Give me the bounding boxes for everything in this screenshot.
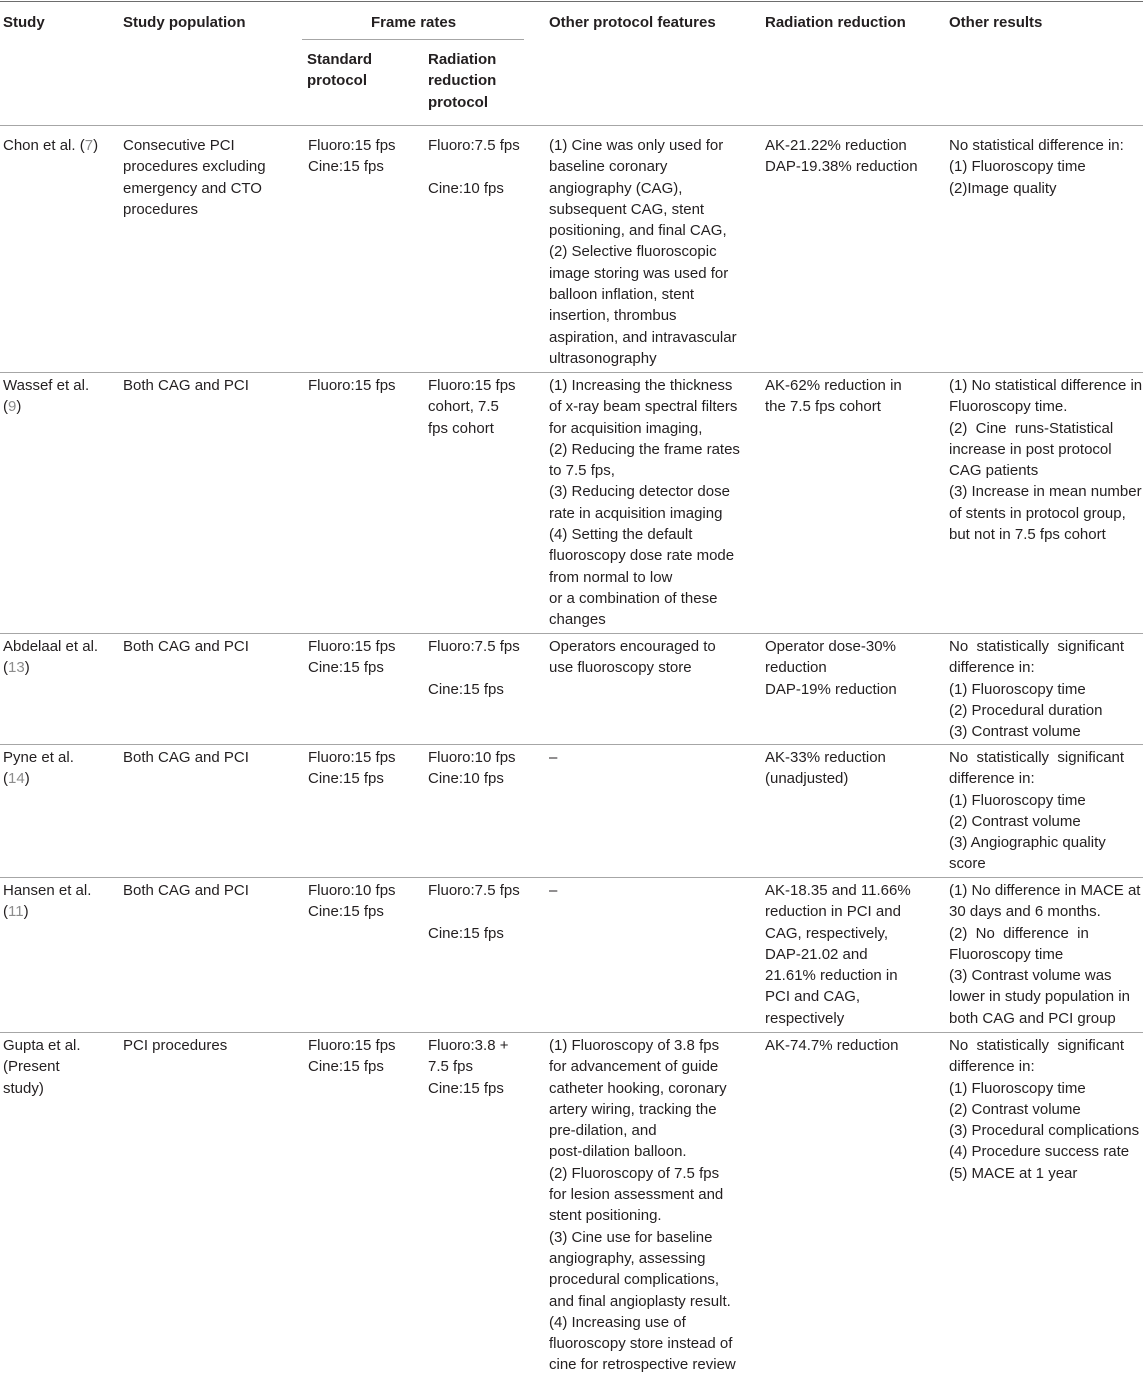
text-line: (3) Reducing detector dose xyxy=(549,483,730,501)
text-line: ultrasonography xyxy=(549,349,657,367)
cell-results xyxy=(949,880,1140,1029)
text-line xyxy=(428,657,520,678)
text-line: Fluoro:15 fps xyxy=(428,377,516,394)
text-line: for lesion assessment and xyxy=(549,1186,724,1204)
text-line: (1) Fluoroscopy time xyxy=(949,158,1086,176)
text-line: Gupta et al. xyxy=(3,1037,81,1054)
row-divider xyxy=(0,877,1143,878)
text-line: catheter hooking, coronary xyxy=(549,1079,727,1097)
reference-link[interactable]: 13 xyxy=(8,659,25,677)
row-divider xyxy=(0,744,1143,745)
text-line: balloon inflation, stent xyxy=(549,286,695,304)
text-line: rate in acquisition imaging xyxy=(549,504,723,522)
cell-reduction xyxy=(428,135,520,199)
cell-population xyxy=(123,375,249,396)
text-line: PCI and CAG, xyxy=(765,988,861,1006)
header-study-population: Study population xyxy=(123,14,246,31)
cell-reduction xyxy=(428,636,520,700)
cell-standard xyxy=(308,636,396,679)
text-line: Cine:15 fps xyxy=(428,924,504,942)
text-line: AK-18.35 and 11.66% xyxy=(765,882,911,899)
text-line: Cine:15 fps xyxy=(308,903,384,921)
row-divider xyxy=(0,1032,1143,1033)
header-line: protocol xyxy=(307,72,367,90)
text-line: (2) Fluoroscopy of 7.5 fps xyxy=(549,1164,720,1182)
text-line: stent positioning. xyxy=(549,1207,662,1225)
cell-study xyxy=(3,135,98,156)
text-line: Fluoro:7.5 fps xyxy=(428,137,520,154)
header-line: Standard xyxy=(307,51,373,68)
cell-radiation xyxy=(765,747,886,790)
text-line: DAP-21.02 and xyxy=(765,945,868,963)
text-line: (1) Fluoroscopy time xyxy=(949,680,1086,698)
text-line: – xyxy=(549,749,558,766)
cell-standard xyxy=(308,1035,396,1078)
text-line: Cine:15 fps xyxy=(308,1058,384,1076)
text-line: (2) Contrast volume xyxy=(949,1100,1081,1118)
cell-standard xyxy=(308,135,396,178)
text-line: of stents in protocol group, xyxy=(949,504,1126,522)
text-line: Both CAG and PCI xyxy=(123,749,249,766)
text-line: increase in post protocol xyxy=(949,440,1112,458)
text-line: Cine:10 fps xyxy=(428,179,504,197)
text-line: emergency and CTO xyxy=(123,179,262,197)
text-line: Cine:15 fps xyxy=(308,659,384,677)
text-line: and final angioplasty result. xyxy=(549,1292,731,1310)
cell-study xyxy=(3,880,91,923)
text-line: cohort, 7.5 xyxy=(428,398,499,416)
text-line: 21.61% reduction in xyxy=(765,967,898,985)
text-line: (2) Procedural duration xyxy=(949,701,1103,719)
text-line: Cine:15 fps xyxy=(428,1079,504,1097)
text-line: angiography, assessing xyxy=(549,1249,706,1267)
text-line: positioning, and final CAG, xyxy=(549,222,727,240)
text-line: (4) Increasing use of xyxy=(549,1313,686,1331)
header-frame-rates: Frame rates xyxy=(371,14,457,31)
text-line: (2) Reducing the frame rates xyxy=(549,440,740,458)
text-line: (4) Procedure success rate xyxy=(949,1143,1130,1161)
cell-results xyxy=(949,636,1124,742)
text-line: but not in 7.5 fps cohort xyxy=(949,526,1106,544)
header-bottom-rule xyxy=(0,125,1143,126)
text-line: No statistically significant xyxy=(949,638,1125,655)
text-line: image storing was used for xyxy=(549,264,729,282)
text-line: Consecutive PCI xyxy=(123,137,235,154)
text-line: (2) Cine runs-Statistical xyxy=(949,419,1114,437)
text-line: difference in: xyxy=(949,659,1035,677)
row-divider xyxy=(0,372,1143,373)
text-line: Fluoro:15 fps xyxy=(308,749,396,766)
text-line: Fluoro:15 fps xyxy=(308,1037,396,1054)
text-line: aspiration, and intravascular xyxy=(549,328,737,346)
text-line: fluoroscopy store instead of xyxy=(549,1335,733,1353)
text-line: Cine:10 fps xyxy=(428,770,504,788)
header-standard-protocol xyxy=(307,49,372,92)
text-line: fps cohort xyxy=(428,419,494,437)
text-line: (2) Contrast volume xyxy=(949,812,1081,830)
text-line: (unadjusted) xyxy=(765,770,849,788)
text-line: PCI procedures xyxy=(123,1037,228,1054)
text-line: Pyne et al. xyxy=(3,749,74,766)
text-line: No statistically significant xyxy=(949,1037,1125,1054)
reference-link[interactable]: 9 xyxy=(8,398,17,416)
text-line: (1) Fluoroscopy of 3.8 fps xyxy=(549,1037,720,1054)
text-line: reduction xyxy=(765,659,827,677)
study-line: (13) xyxy=(3,659,30,677)
cell-results xyxy=(949,375,1143,545)
text-line: Both CAG and PCI xyxy=(123,882,249,899)
text-line xyxy=(428,156,520,177)
cell-reduction xyxy=(428,1035,508,1099)
text-line: (3) Contrast volume was xyxy=(949,967,1112,985)
cell-results xyxy=(949,1035,1139,1184)
text-line: AK-33% reduction xyxy=(765,749,886,766)
text-line: No statistical difference in: xyxy=(949,137,1124,154)
text-line: Operator dose-30% xyxy=(765,638,896,655)
text-line: respectively xyxy=(765,1009,845,1027)
cell-features xyxy=(549,636,716,679)
text-line: DAP-19% reduction xyxy=(765,680,897,698)
text-line: cine for retrospective review xyxy=(549,1356,736,1374)
study-line: (14) xyxy=(3,770,30,788)
text-line: Fluoro:15 fps xyxy=(308,638,396,655)
text-line: (3) Contrast volume xyxy=(949,723,1081,741)
text-line: (Present xyxy=(3,1058,60,1076)
text-line: lower in study population in xyxy=(949,988,1130,1006)
text-line: AK-62% reduction in xyxy=(765,377,902,394)
cell-population xyxy=(123,880,249,901)
study-line: (9) xyxy=(3,398,22,416)
cell-results xyxy=(949,135,1124,199)
text-line: Fluoro:7.5 fps xyxy=(428,638,520,655)
text-line: (3) Procedural complications xyxy=(949,1122,1140,1140)
cell-reduction xyxy=(428,747,516,790)
text-line: for acquisition imaging, xyxy=(549,419,703,437)
cell-features xyxy=(549,135,737,369)
cell-radiation xyxy=(765,636,897,700)
text-line: DAP-19.38% reduction xyxy=(765,158,918,176)
text-line: Cine:15 fps xyxy=(308,158,384,176)
text-line: difference in: xyxy=(949,770,1035,788)
text-line: study) xyxy=(3,1079,44,1097)
cell-standard xyxy=(308,880,396,923)
cell-features xyxy=(549,880,557,901)
text-line: to 7.5 fps, xyxy=(549,462,615,480)
header-other-results: Other results xyxy=(949,14,1043,31)
text-line: AK-21.22% reduction xyxy=(765,137,907,154)
text-line: Abdelaal et al. xyxy=(3,638,99,655)
cell-radiation xyxy=(765,375,902,418)
text-line: (3) Increase in mean number xyxy=(949,483,1142,501)
text-line: fluoroscopy dose rate mode xyxy=(549,547,735,565)
cell-standard xyxy=(308,375,396,396)
text-line: (1) Fluoroscopy time xyxy=(949,1079,1086,1097)
cell-study xyxy=(3,636,98,679)
cell-results xyxy=(949,747,1124,875)
text-line: No statistically significant xyxy=(949,749,1125,766)
text-line: (1) Fluoroscopy time xyxy=(949,791,1086,809)
header-line: Radiation xyxy=(428,51,497,68)
cell-standard xyxy=(308,747,396,790)
text-line: (5) MACE at 1 year xyxy=(949,1164,1078,1182)
cell-features xyxy=(549,375,740,631)
text-line: Both CAG and PCI xyxy=(123,638,249,655)
text-line: Fluoroscopy time. xyxy=(949,398,1068,416)
row-divider xyxy=(0,633,1143,634)
cell-population xyxy=(123,636,249,657)
text-line: subsequent CAG, stent xyxy=(549,200,705,218)
text-line: Fluoro:3.8 + xyxy=(428,1037,509,1054)
text-line: from normal to low xyxy=(549,568,673,586)
frame-rates-underline xyxy=(302,39,524,40)
text-line: Fluoro:7.5 fps xyxy=(428,882,520,899)
text-line: Fluoro:15 fps xyxy=(308,137,396,154)
text-line: Cine:15 fps xyxy=(428,680,504,698)
text-line: (1) Cine was only used for xyxy=(549,137,724,154)
text-line: or a combination of these xyxy=(549,589,718,607)
text-line: procedural complications, xyxy=(549,1271,720,1289)
text-line: (1) No difference in MACE at xyxy=(949,882,1141,899)
text-line: CAG, respectively, xyxy=(765,924,889,942)
text-line: both CAG and PCI group xyxy=(949,1009,1116,1027)
header-radiation-reduction-protocol xyxy=(428,49,496,113)
text-line: difference in: xyxy=(949,1058,1035,1076)
text-line: Fluoroscopy time xyxy=(949,945,1064,963)
text-line: use fluoroscopy store xyxy=(549,659,692,677)
study-line: Chon et al. (7) xyxy=(3,137,99,154)
cell-reduction xyxy=(428,375,516,439)
text-line: AK-74.7% reduction xyxy=(765,1037,899,1054)
text-line: CAG patients xyxy=(949,462,1039,480)
reference-link[interactable]: 11 xyxy=(8,903,24,921)
text-line: post-dilation balloon. xyxy=(549,1143,687,1161)
text-line: reduction in PCI and xyxy=(765,903,901,921)
cell-study xyxy=(3,375,89,418)
text-line: Both CAG and PCI xyxy=(123,377,249,394)
cell-features xyxy=(549,747,557,768)
text-line xyxy=(428,901,520,922)
study-line: (11) xyxy=(3,903,29,921)
text-line: (4) Setting the default xyxy=(549,526,693,544)
text-line: angiography (CAG), xyxy=(549,179,683,197)
text-line: (2) No difference in xyxy=(949,924,1089,942)
text-line: Hansen et al. xyxy=(3,882,92,899)
header-radiation-reduction: Radiation reduction xyxy=(765,14,906,31)
text-line: (1) Increasing the thickness xyxy=(549,377,733,394)
reference-link[interactable]: 14 xyxy=(8,770,25,788)
table-top-rule xyxy=(0,1,1143,2)
text-line: (2)Image quality xyxy=(949,179,1057,197)
text-line: for advancement of guide xyxy=(549,1058,719,1076)
reference-link[interactable]: 7 xyxy=(84,137,94,154)
text-line: Fluoro:10 fps xyxy=(308,882,396,899)
text-line: Cine:15 fps xyxy=(308,770,384,788)
cell-reduction xyxy=(428,880,520,944)
text-line: artery wiring, tracking the xyxy=(549,1100,717,1118)
text-line: – xyxy=(549,882,558,899)
header-line: protocol xyxy=(428,93,488,111)
cell-population xyxy=(123,747,249,768)
text-line: procedures excluding xyxy=(123,158,266,176)
text-line: procedures xyxy=(123,200,199,218)
text-line: Fluoro:15 fps xyxy=(308,377,396,394)
text-line: (1) No statistical difference in xyxy=(949,377,1143,394)
text-line: changes xyxy=(549,611,606,629)
text-line: pre-dilation, and xyxy=(549,1122,657,1140)
cell-features xyxy=(549,1035,736,1376)
cell-radiation xyxy=(765,880,911,1029)
cell-study xyxy=(3,747,74,790)
text-line: Operators encouraged to xyxy=(549,638,716,655)
text-line: the 7.5 fps cohort xyxy=(765,398,881,416)
text-line: (2) Selective fluoroscopic xyxy=(549,243,717,261)
text-line: score xyxy=(949,855,986,873)
header-line: reduction xyxy=(428,72,497,90)
text-line: baseline coronary xyxy=(549,158,668,176)
cell-radiation xyxy=(765,1035,898,1056)
text-line: 30 days and 6 months. xyxy=(949,903,1101,921)
text-line: Wassef et al. xyxy=(3,377,90,394)
cell-population xyxy=(123,135,266,220)
cell-population xyxy=(123,1035,227,1056)
text-line: 7.5 fps xyxy=(428,1058,474,1076)
text-line: of x-ray beam spectral filters xyxy=(549,398,738,416)
text-line: Fluoro:10 fps xyxy=(428,749,516,766)
header-study: Study xyxy=(3,14,45,31)
header-other-protocol-features: Other protocol features xyxy=(549,14,716,31)
text-line: (3) Cine use for baseline xyxy=(549,1228,713,1246)
text-line: (3) Angiographic quality xyxy=(949,834,1106,852)
cell-radiation xyxy=(765,135,918,178)
text-line: insertion, thrombus xyxy=(549,307,677,325)
cell-study xyxy=(3,1035,81,1099)
